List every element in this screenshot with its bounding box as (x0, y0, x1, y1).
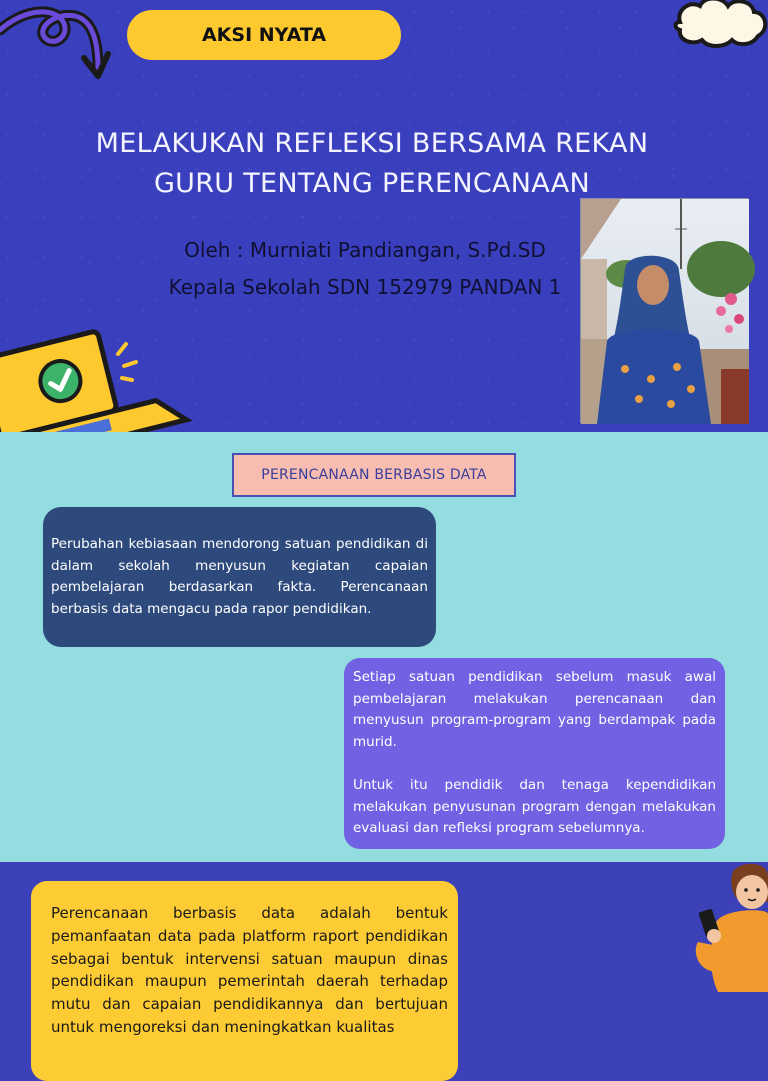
info-card-1-text: Perubahan kebiasaan mendorong satuan pendidikan di dalam sekolah menyusun kegiatan capaian pembelajaran berdasarkan fakta. Perencanaan berbasis data mengacu pada rapor pendidikan. (51, 536, 428, 617)
section-heading (232, 453, 516, 497)
info-card-2 (344, 658, 725, 849)
author-info (150, 232, 580, 306)
info-card-2-para-2: Untuk itu pendidik dan tenaga kependidikan melakukan penyusunan program dengan melakukan evaluasi dan refleksi program sebelumnya. (353, 776, 716, 837)
cloud-icon (672, 0, 768, 50)
title-line-1: MELAKUKAN REFLEKSI BERSAMA REKAN (95, 128, 649, 159)
title-line-2: GURU TENTANG PERENCANAAN (153, 168, 591, 199)
author-name: Oleh : Murniati Pandiangan, S.Pd.SD (184, 238, 546, 262)
badge-label: AKSI NYATA (201, 24, 327, 46)
laptop-check-icon (0, 314, 195, 432)
content-section (0, 432, 768, 862)
info-card-3 (31, 881, 458, 1081)
author-position: Kepala Sekolah SDN 152979 PANDAN 1 (168, 275, 562, 299)
curly-arrow-icon (0, 0, 115, 85)
hero-section (0, 0, 768, 432)
author-photo (580, 198, 748, 423)
page-title (60, 124, 684, 204)
section-heading-text: PERENCANAAN BERBASIS DATA (261, 467, 487, 483)
bottom-section (0, 862, 768, 1036)
info-card-2-para-1: Setiap satuan pendidikan sebelum masuk awal pembelajaran melakukan perencanaan dan menyusun program-program yang berdampak pada murid. (353, 669, 716, 750)
info-card-1 (43, 507, 436, 647)
info-card-3-text: Perencanaan berbasis data adalah bentuk pemanfaatan data pada platform raport pendidikan sebagai bentuk intervensi satuan maupun dinas pendidikan maupun pemerintah daerah terhadap mutu dan capaian pendidikannya dan bertujuan untuk mengoreksi dan meningkatkan kualitas (51, 904, 448, 1036)
aksi-nyata-badge (127, 10, 401, 60)
person-phone-icon (688, 862, 768, 1024)
